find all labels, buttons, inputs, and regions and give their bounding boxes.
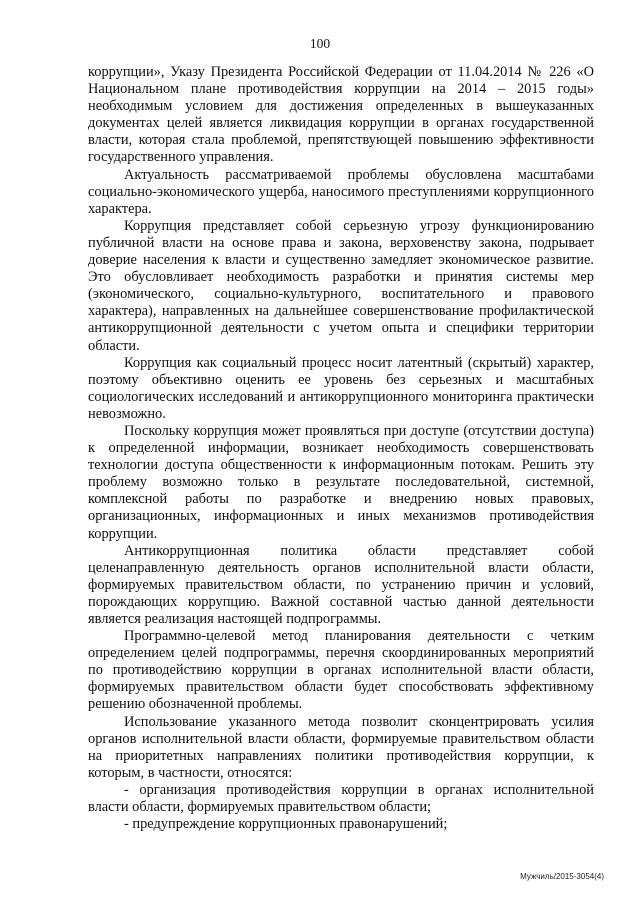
paragraph-continuation: коррупции», Указу Президента Российской Федерации от 11.04.2014 № 226 «О Национальном плане противодействия коррупции на 2014 – 2015 годы» необходимым условием для достижения определенных в вышеуказанных документах целей является ликвидация коррупции в органах государственной власти, которая стала проблемой, препятствующей повышению эффективности государственного управления. — [88, 64, 594, 166]
document-code: Мужчиль/2015-3054(4) — [520, 872, 604, 881]
list-item: - организация противодействия коррупции в органах исполнительной власти области, формируемых правительством области; — [88, 781, 594, 816]
list-item: - предупреждение коррупционных правонарушений; — [124, 816, 448, 833]
paragraph: Программно-целевой метод планирования деятельности с четким определением целей подпрограммы, перечня скоординированных мероприятий по противодействию коррупции в органах исполнительной власти области, формируемых правительством области будет способствовать эффективному решению обозначенной проблемы. — [88, 628, 594, 713]
paragraph: Коррупция как социальный процесс носит латентный (скрытый) характер, поэтому объективно оценить ее уровень без серьезных и масштабных социологических исследований и антикоррупционного мониторинга практически невозможно. — [88, 354, 594, 422]
paragraph: Актуальность рассматриваемой проблемы обусловлена масштабами социально-экономического ущерба, наносимого преступлениями коррупционного характера. — [88, 166, 594, 217]
paragraph: Коррупция представляет собой серьезную угрозу функционированию публичной власти на основе права и закона, верховенству закона, подрывает доверие населения к власти и существенно замедляет экономическое развитие. Это обусловливает необходимость разработки и принятия системы мер (экономического, социально-культурного, воспитательного и правового характера), направленных на дальнейшее совершенствование профилактической антикоррупционной деятельности с учетом опыта и специфики территории области. — [88, 217, 594, 354]
paragraph: Поскольку коррупция может проявляться при доступе (отсутствии доступа) к определенной информации, возникает необходимость совершенствовать технологии доступа общественности к информационным потокам. Решить эту проблему возможно только в результате последовательной, системной, комплексной работы по разработке и внедрению новых правовых, организационных, информационных и иных механизмов противодействия коррупции. — [88, 422, 594, 542]
page-number: 100 — [309, 36, 331, 51]
paragraph: Антикоррупционная политика области представляет собой целенаправленную деятельность органов исполнительной власти области, формируемых правительством области, по устранению причин и условий, порождающих коррупцию. Важной составной частью данной деятельности является реализация настоящей подпрограммы. — [88, 542, 594, 627]
document-body — [88, 64, 594, 833]
paragraph: Использование указанного метода позволит сконцентрировать усилия органов исполнительной власти области, формируемые правительством области на приоритетных направлениях политики противодействия коррупции, к которым, в частности, относятся: — [88, 713, 594, 781]
